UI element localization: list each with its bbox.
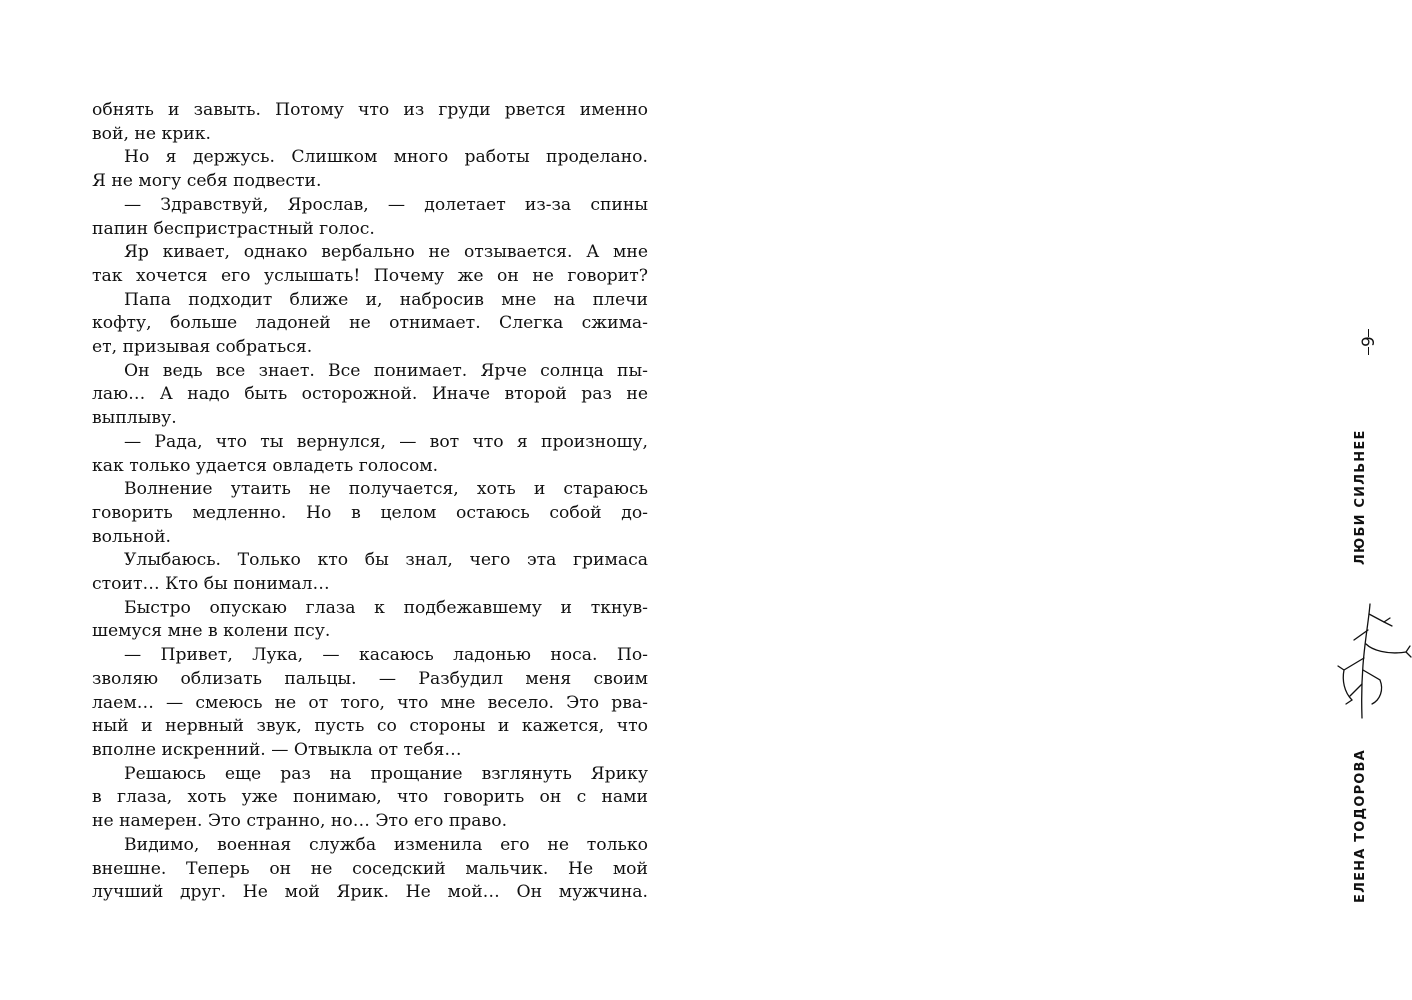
text-line: Но я держусь. Слишком много работы проделано. [124, 147, 648, 168]
text-line: Видимо, военная служба изменила его не только [124, 834, 648, 855]
text-line: — Привет, Лука, — касаюсь ладонью носа. По- [124, 645, 648, 666]
text-line: шемуся мне в колени псу. [92, 621, 331, 642]
text-line: зволяю облизать пальцы. — Разбудил меня своим [92, 668, 648, 689]
text-line: лаю… А надо быть осторожной. Иначе второй раз не [92, 384, 648, 405]
page-margin [660, 0, 1379, 1000]
branch-ornament-icon [1332, 600, 1412, 720]
text-line: папин беспристрастный голос. [92, 218, 375, 239]
text-line: — Рада, что ты вернулся, — вот что я произношу, [124, 431, 648, 452]
text-line: ный и нервный звук, пусть со стороны и кажется, что [92, 716, 648, 737]
text-line: Он ведь все знает. Все понимает. Ярче солнца пы- [124, 360, 648, 381]
text-line: выплыву. [92, 408, 177, 429]
text-line: Яр кивает, однако вербально не отзывается. А мне [124, 242, 648, 263]
text-line: лаем… — смеюсь не от того, что мне весело. Это рва- [92, 692, 648, 713]
text-line: Улыбаюсь. Только кто бы знал, чего эта гримаса [124, 550, 648, 571]
text-line: обнять и завыть. Потому что из груди рвется именно [92, 100, 648, 120]
text-line: так хочется его услышать! Почему же он не говорит? [92, 265, 648, 286]
text-line: вой, не крик. [92, 123, 211, 144]
page-number: 9 [1357, 322, 1381, 362]
text-line: в глаза, хоть уже понимаю, что говорить он с нами [92, 787, 648, 808]
text-line: — Здравствуй, Ярослав, — долетает из-за спины [124, 194, 648, 215]
running-title: ЛЮБИ СИЛЬНЕЕ [1353, 429, 1368, 565]
text-line: внешне. Теперь он не соседский мальчик. Не мой [92, 858, 648, 879]
text-line: Я не могу себя подвести. [92, 171, 322, 192]
text-line: Папа подходит ближе и, набросив мне на плечи [124, 289, 648, 310]
text-line: Быстро опускаю глаза к подбежавшему и ткнув- [124, 597, 648, 618]
body-text [92, 99, 648, 905]
text-line: вполне искренний. — Отвыкла от тебя… [92, 739, 462, 760]
text-line: Волнение утаить не получается, хоть и стараюсь [124, 479, 648, 500]
text-line: не намерен. Это странно, но… Это его право. [92, 811, 508, 832]
text-line: кофту, больше ладоней не отнимает. Слегка сжима- [92, 313, 648, 334]
text-line: как только удается овладеть голосом. [92, 455, 439, 476]
text-line: вольной. [92, 526, 172, 547]
text-line: говорить медленно. Но в целом остаюсь собой до- [92, 502, 648, 523]
text-line: ет, призывая собраться. [92, 337, 313, 358]
author-name: ЕЛЕНА ТОДОРОВА [1353, 749, 1368, 903]
text-line: лучший друг. Не мой Ярик. Не мой… Он мужчина. [92, 882, 648, 903]
text-line: стоит… Кто бы понимал… [92, 574, 330, 595]
text-line: Решаюсь еще раз на прощание взглянуть Ярику [124, 763, 648, 784]
